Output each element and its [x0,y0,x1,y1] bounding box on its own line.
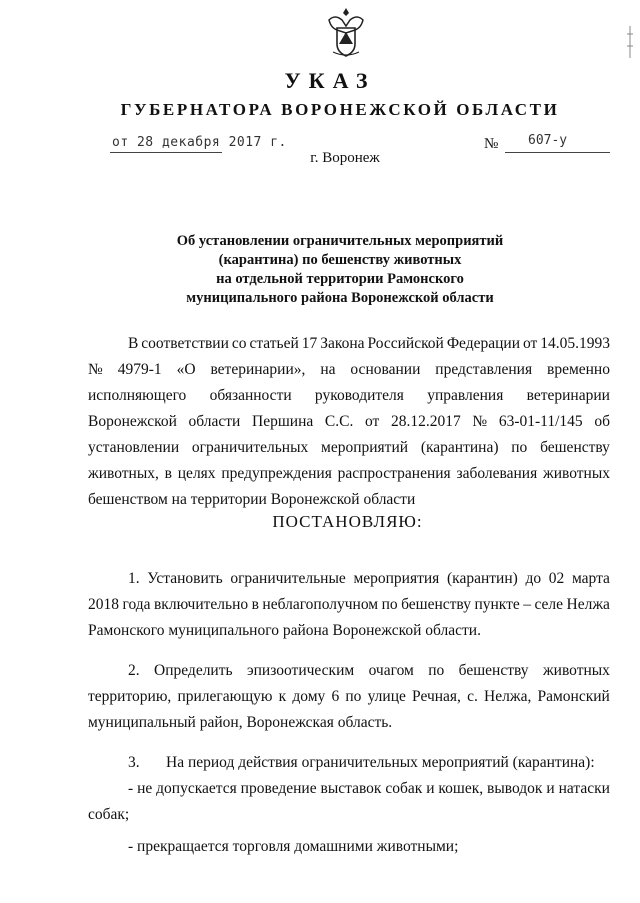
word: животных [543,465,610,482]
item-line [88,592,610,618]
word: мероприятия [353,570,440,587]
item-line [88,566,610,592]
margin-mark [626,24,634,60]
document-title: УКАЗ [284,68,376,93]
word: Рамонский [537,688,610,705]
city-label: г. Воронеж [310,150,380,166]
word: и [546,780,555,797]
word: с. [467,688,478,705]
word: Речная, [412,688,461,705]
item-line: Рамонского муниципального района Воронежской области. [88,622,481,639]
word: 63-01-11/145 [498,413,583,430]
subitem-line: - прекращается торговля домашними животными; [128,838,459,855]
decree-heading [140,232,540,308]
word: 17 [301,335,318,352]
preamble-line [88,331,610,357]
heading-line: муниципального района Воронежской области [186,290,494,306]
word: к [278,688,287,705]
word: дому [292,688,326,705]
word: селе [534,596,564,613]
word: области [188,413,241,430]
word: 28.12.2017 [390,413,461,430]
preamble-line [88,461,610,487]
preamble-line [88,383,610,409]
word: № [88,361,103,378]
document-subtitle: ГУБЕРНАТОРА ВОРОНЕЖСКОЙ ОБЛАСТИ [120,100,560,119]
word: - [128,780,134,797]
heading-line: (карантина) по бешенству животных [218,252,462,268]
word: (карантина) [420,439,499,456]
word: территорию, [88,688,172,705]
heading-line: Об установлении ограничительных мероприятий [176,233,504,249]
word: выводок [487,780,543,797]
word: улице [367,688,406,705]
word: ветеринарии», [210,361,306,378]
word: Нелжа [566,596,610,613]
word: 02 [548,570,565,587]
date-stamp: от 28 декабря 2017 г. [112,135,287,150]
word: в [164,465,172,482]
word: в [251,596,259,613]
word: эпизоотическим [246,662,355,679]
word: Определить [154,662,233,679]
word: мероприятий [321,439,409,456]
word: ограничительных [191,439,309,456]
word: Закона [320,335,365,352]
word: установлении [88,439,180,456]
word: заболевания [456,465,538,482]
coat-of-arms-emblem [325,6,367,60]
word: прилегающую [177,688,273,705]
word: Российской [367,335,444,352]
word: года [122,596,151,613]
word: собак [385,780,423,797]
word: от [365,413,380,430]
word: включительно [153,596,249,613]
word: 2018 [88,596,119,613]
item-line [88,658,610,684]
subitem-line [88,776,610,802]
word: распространения [337,465,451,482]
word: исполняющего [88,387,187,404]
word: Установить [147,570,223,587]
word: на [320,361,336,378]
word: со [231,335,247,352]
word: Нелжа, [484,688,532,705]
word: выставок [320,780,382,797]
word: по [345,688,362,705]
word: статьей [249,335,299,352]
word: натаски [558,780,610,797]
word: бешенству [540,439,610,456]
word: по [381,596,398,613]
item-line [88,684,610,710]
word: (карантин) [446,570,518,587]
word: не [137,780,153,797]
word: соответствии [141,335,229,352]
item-number: 3. [128,754,140,771]
word: проведение [240,780,317,797]
word: и [426,780,435,797]
word: – [523,596,531,613]
word: допускается [156,780,237,797]
word: пункте [474,596,520,613]
word: бешенству [401,596,471,613]
word: 14.05.1993 [540,335,610,352]
word: бешенству [458,662,529,679]
word: управления [427,387,504,404]
word: основании [350,361,421,378]
word: Першина [252,413,314,430]
number-sign: № [484,136,499,152]
item-number: 2. [128,662,140,679]
word: очагом [368,662,414,679]
item-number: 1. [128,570,140,587]
word: представления [435,361,533,378]
preamble-line: бешенством на территории Воронежской области [88,491,416,508]
word: В [128,335,139,352]
word: предупреждения [221,465,332,482]
word: животных, [88,465,159,482]
word: кошек, [438,780,484,797]
word: 4979-1 [117,361,162,378]
word: от [522,335,538,352]
word: С.С. [324,413,354,430]
word: обязанности [209,387,292,404]
word: целях [177,465,216,482]
item-line: муниципальный район, Воронежская область. [88,714,393,731]
word: по [511,439,528,456]
word: марта [571,570,610,587]
word: до [525,570,542,587]
word: об [594,413,610,430]
word: ограничительные [230,570,346,587]
word: временно [547,361,610,378]
decree-items [88,566,610,860]
subitem-line: собак; [88,806,130,823]
preamble-paragraph [88,331,610,513]
word: 6 [331,688,340,705]
word: животных [542,662,610,679]
word: «О [176,361,196,378]
word: Федерации [446,335,521,352]
preamble-line [88,409,610,435]
item-line: 3. На период действия ограничительных мероприятий (карантина): [88,750,610,776]
word: по [428,662,445,679]
word: № [472,413,488,430]
preamble-line [88,435,610,461]
word: ветеринарии [526,387,610,404]
word: руководителя [314,387,404,404]
word: Воронежской [88,413,177,430]
heading-line: на отдельной территории Рамонского [216,271,464,287]
preamble-line [88,357,610,383]
document-number: 607-у [528,133,568,148]
word: неблагополучном [262,596,379,613]
decree-word: ПОСТАНОВЛЯЮ: [272,512,423,531]
